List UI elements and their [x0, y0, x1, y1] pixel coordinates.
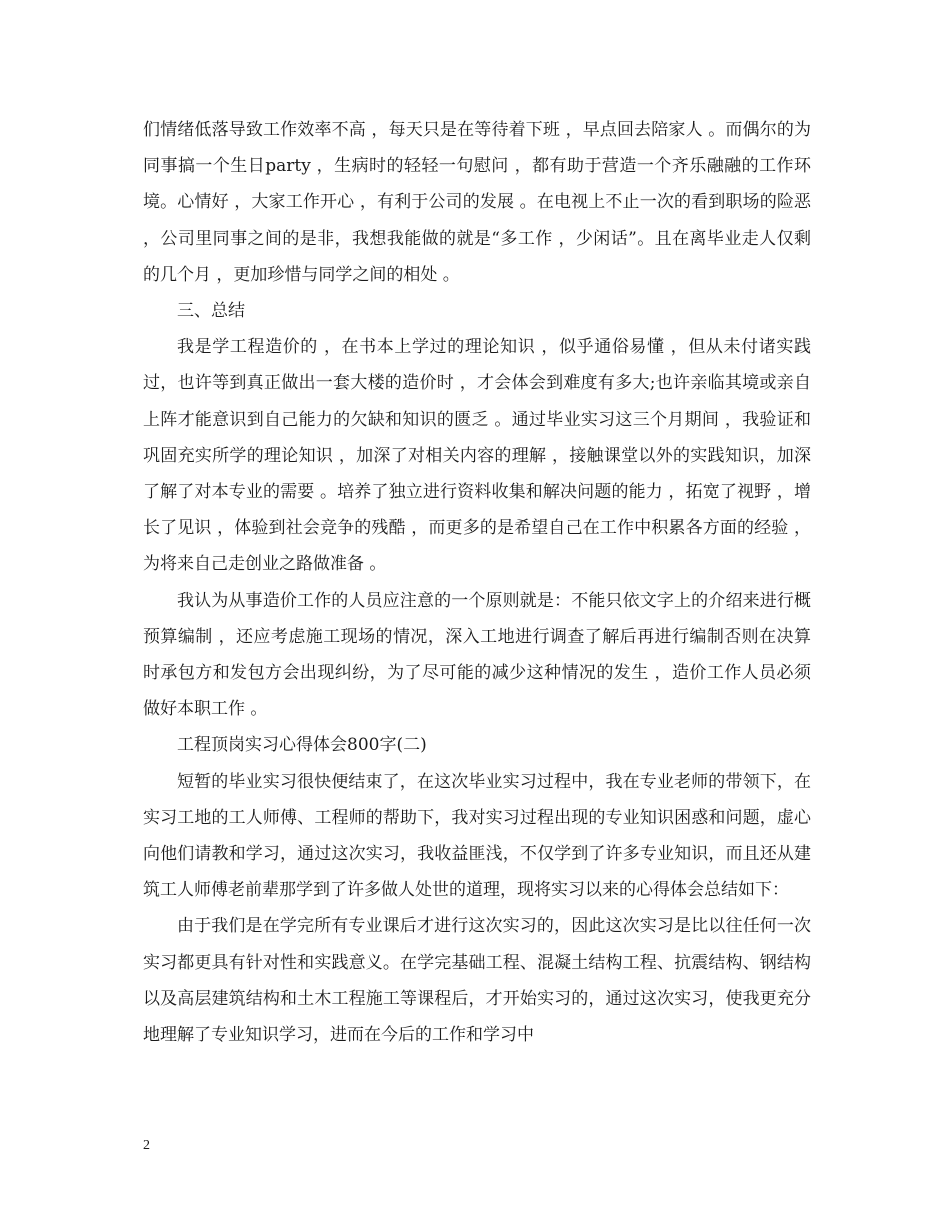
page-number: 2 — [143, 1138, 150, 1153]
document-body — [143, 112, 811, 1053]
paragraph: 由于我们是在学完所有专业课后才进行这次实习的，因此这次实习是比以往任何一次实习都更具有针对性和实践意义。在学完基础工程、混凝土结构工程、抗震结构、钢结构以及高层建筑结构和土木工程施工等课程后，才开始实习的，通过这次实习，使我更充分地理解了专业知识学习，进而在今后的工作和学习中 — [143, 916, 811, 1046]
paragraph-continued: 们情绪低落导致工作效率不高 ，每天只是在等待着下班 ，早点回去陪家人 。而偶尔的为同事搞一个生日party ，生病时的轻轻一句慰问 ，都有助于营造一个齐乐融融的工作环境。心情好 ，大家工作开心 ，有利于公司的发展 。在电视上不止一次的看到职场的险恶 ，公司里同事之间的是非，我想我能做的就是“多工作 ，少闲话”。且在离毕业走人仅剩的几个月 ，更加珍惜与同学之间的相处 。 — [143, 120, 811, 285]
paragraph: 我认为从事造价工作的人员应注意的一个原则就是：不能只依文字上的介绍来进行概预算编制 ，还应考虑施工现场的情况，深入工地进行调查了解后再进行编制否则在决算时承包方和发包方会出现纠纷，为了尽可能的减少这种情况的发生 ，造价工作人员必须做好本职工作 。 — [143, 590, 811, 720]
paragraph: 短暂的毕业实习很快便结束了，在这次毕业实习过程中，我在专业老师的带领下，在实习工地的工人师傅、工程师的帮助下，我对实习过程出现的专业知识困惑和问题，虚心向他们请教和学习，通过这次实习，我收益匪浅，不仅学到了许多专业知识，而且还从建筑工人师傅老前辈那学到了许多做人处世的道理，现将实习以来的心得体会总结如下： — [143, 771, 811, 901]
article-subtitle: 工程顶岗实习心得体会800字(二) — [177, 735, 427, 756]
paragraph: 我是学工程造价的 ，在书本上学过的理论知识 ，似乎通俗易懂 ，但从未付诸实践过，也许等到真正做出一套大楼的造价时 ，才会体会到难度有多大;也许亲临其境或亲自上阵才能意识到自己能力的欠缺和知识的匮乏 。通过毕业实习这三个月期间 ，我验证和巩固充实所学的理论知识 ，加深了对相关内容的理解 ，接触课堂以外的实践知识，加深了解了对本专业的需要 。培养了独立进行资料收集和解决问题的能力 ，拓宽了视野 ，增长了见识 ，体验到社会竞争的残酷 ，而更多的是希望自己在工作中积累各方面的经验 ，为将来自己走创业之路做准备 。 — [143, 337, 811, 575]
section-heading-summary: 三、总结 — [177, 301, 245, 322]
